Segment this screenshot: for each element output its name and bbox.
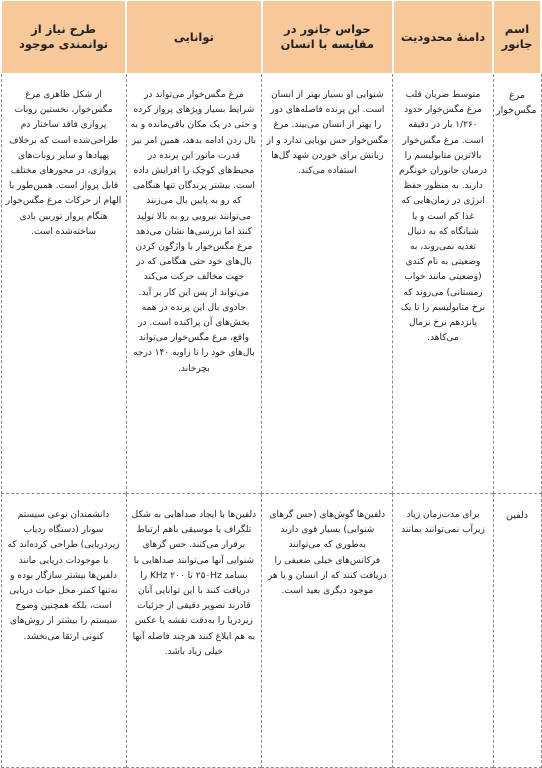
header-animal-name: اسم جانور xyxy=(493,1,541,74)
header-design-need: طرح نیاز از توانمندی موجود xyxy=(1,1,126,74)
cell-design: از شکل ظاهری مرغ مگس‌خوار، نخستین روبات پروازی فاقد ساختار دم طراحی‌شده است که برخلاف پهپادها و سایر روبات‌های پروازی، در محورهای مختلف قابل پرواز است. همین‌طور با الهام از حرکات مرغ مگس‌خوار هنگام پرواز توربین بادی ساخته‌شده است. xyxy=(1,74,126,494)
table-header-row xyxy=(1,1,541,74)
cell-senses: شنوایی او بسیار بهتر از انسان است. این پرنده فاصله‌های دور را بهتر از انسان می‌بیند. مرغ مگس‌خوار حس بویایی ندارد و از زبانش برای خوردن شهد گل‌ها استفاده می‌کند. xyxy=(262,74,393,494)
header-ability: توانایی xyxy=(126,1,262,74)
header-senses-comparison: حواس جانور در مقایسه با انسان xyxy=(262,1,393,74)
cell-senses: دلفین‌ها گوش‌های (حس گرهای شنوایی) بسیار قوی دارند به‌طوری که می‌توانند فرکانس‌های خیلی ضعیفی را دریافت کنند که از انسان و یا هر موجود دیگری بعید است. xyxy=(262,494,393,768)
cell-ability: مرغ مگس‌خوار می‌تواند در شرایط بسیار ویژهای پرواز کرده و حتی در یک مکان باقی‌مانده و به بال زدن ادامه بدهد، همین امر نیز قدرت مانور این پرنده در محیط‌های کوچک را افزایش داده است. بیشتر پرندگان تنها هنگامی که رو به پایین بال می‌زنند می‌توانند نیرویی رو به بالا تولید کنند اما بررسی‌ها نشان می‌دهد مرغ مگس‌خوار با واژگون کردن بال‌های خود حتی هنگامی که در جهت مخالف حرکت می‌کند می‌تواند از پس این کار بر آید. جادوی بال این پرنده در همه بخش‌های آن پراکنده است. در واقع، مرغ مگس‌خوار می‌تواند بال‌های خود را تا زاویه ۱۴۰ درجه بچرخاند. xyxy=(126,74,262,494)
cell-animal-name: مرغ مگس‌خوار xyxy=(493,74,541,494)
cell-limitation-range: برای مدت‌زمان زیاد زیرآب نمی‌توانند بمانند xyxy=(393,494,493,768)
cell-limitation-range: متوسط ضربان قلب مرغ مگس‌خوار حدود ۱/۲۶۰ بار در دقیقه است. مرغ مگس‌خوار بالاترین متابولیسم را درمیان جانوران خونگرم دارند. به منظور حفظ انرژی در زمان‌هایی که غذا کم است و یا شبانگاه که به دنبال تغذیه نمی‌روند، به وضعیتی به نام کندی (وضعیتی مانند خواب زمستانی) می‌روند که نرخ متابولیسم را تا یک پانزدهم نرخ نرمال می‌کاهد. xyxy=(393,74,493,494)
cell-design: دانشمندان نوعی سیستم سونار (دستگاه ردیاب زیردریایی) طراحی کرده‌اند که با موجودات دریایی مانند دلفین‌ها بیشتر سازگار بوده و نه‌تنها کمتر مخل حیات دریایی است، بلکه همچنین وضوح سیستم را بیشتر از روش‌های کنونی ارتقا می‌بخشد. xyxy=(1,494,126,768)
table-row xyxy=(1,74,541,494)
table-row xyxy=(1,494,541,768)
cell-ability: دلفین‌ها با ایجاد صداهایی به شکل تلگراف یا موسیقی باهم ارتباط برقرار می‌کنند. حس گرهای شنوایی آنها می‌توانند صداهایی با بسامد ۲۵۰Hz تا ۲۰۰ KHz را دریافت کنند با این توانایی آنان قادرند تصویر دقیقی از جزئیات زیردریا را به‌دقت نقشه یا عکس به هم ابلاغ کنند هرچند فاصله آنها خیلی زیاد باشد. xyxy=(126,494,262,768)
header-limitation-range: دامنهٔ محدودیت xyxy=(393,1,493,74)
cell-animal-name: دلفین xyxy=(493,494,541,768)
